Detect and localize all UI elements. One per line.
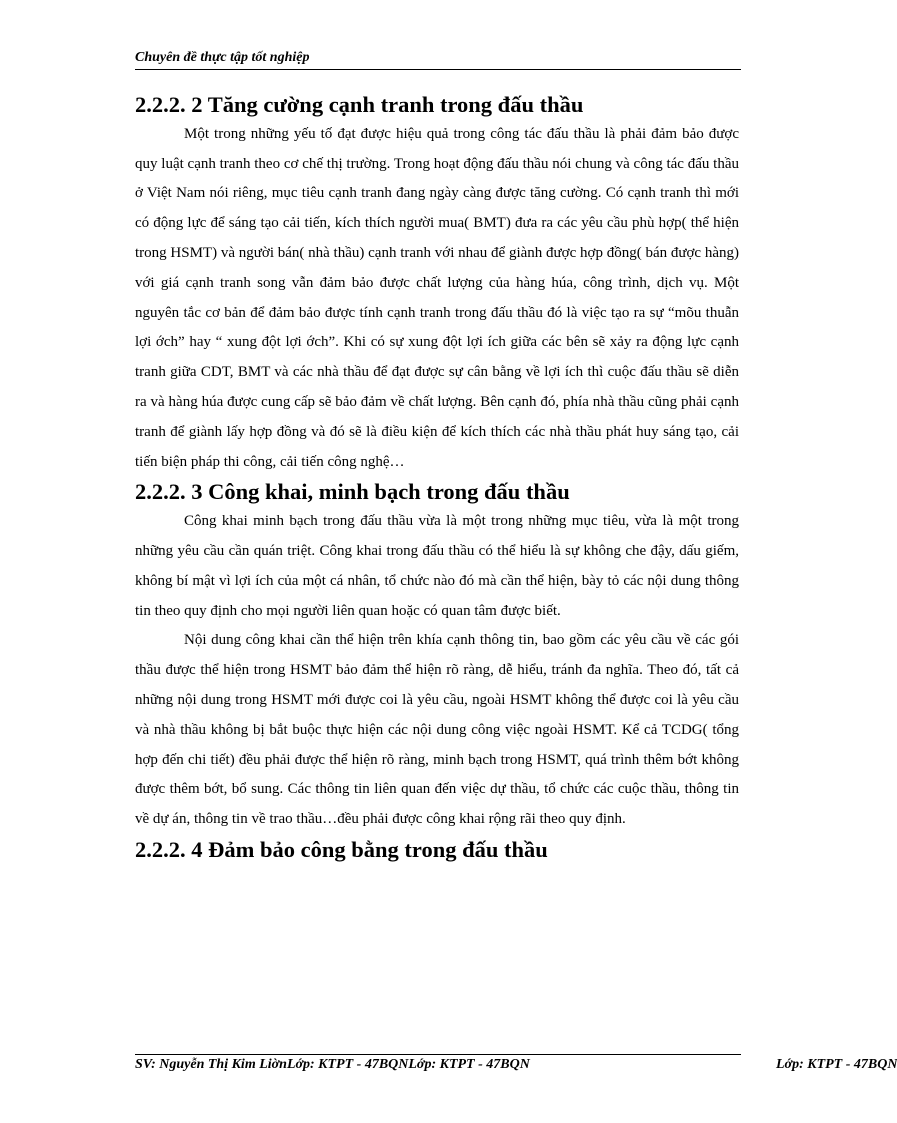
section-heading-transparency: 2.2.2. 3 Công khai, minh bạch trong đấu thầu bbox=[135, 479, 570, 505]
header-title: Chuyên đề thực tập tốt nghiệp bbox=[135, 50, 310, 65]
paragraph-transparency-1: Công khai minh bạch trong đấu thầu vừa là một trong những mục tiêu, vừa là một trong những yêu cầu cần quán triệt. Công khai trong đấu thầu có thể hiểu là sự không che đậy, dấu giếm, không bí mật vì lợi ích của một cá nhân, tổ chức nào đó mà cần thể hiện, bày tỏ các nội dung thông tin theo quy định cho mọi người liên quan hoặc có quan tâm được biết. bbox=[135, 513, 739, 619]
footer-class-info: Lớp: KTPT - 47BQN bbox=[776, 1057, 897, 1072]
footer-divider bbox=[135, 1054, 741, 1055]
footer-student-info: SV: Nguyễn Thị Kim LiờnLớp: KTPT - 47BQNLớp: KTPT - 47BQN bbox=[135, 1057, 530, 1072]
section-heading-fairness: 2.2.2. 4 Đảm bảo công bằng trong đấu thầu bbox=[135, 836, 548, 862]
document-body bbox=[135, 90, 739, 865]
paragraph-transparency-2: Nội dung công khai cần thể hiện trên khía cạnh thông tin, bao gồm các yêu cầu về các gói thầu được thể hiện trong HSMT bảo đảm thể hiện rõ ràng, dễ hiểu, tránh đa nghĩa. Theo đó, tất cả những nội dung trong HSMT mới được coi là yêu cầu, ngoài HSMT không thể được coi là yêu cầu và nhà thầu không bị bắt buộc thực hiện các nội dung công việc ngoài HSMT. Kể cả TCDG( tổng hợp đến chi tiết) đều phải được thể hiện rõ ràng, minh bạch trong HSMT, quá trình thêm bớt không được thêm bớt, bổ sung. Các thông tin liên quan đến việc dự thầu, tổ chức các cuộc thầu, thông tin về dự án, thông tin về trao thầu…đều phải được công khai rộng rãi theo quy định. bbox=[135, 632, 739, 828]
paragraph-competition: Một trong những yếu tố đạt được hiệu quả trong công tác đấu thầu là phải đảm bảo được quy luật cạnh tranh theo cơ chế thị trường. Trong hoạt động đấu thầu nói chung và công tác đấu thầu ở Việt Nam nói riêng, mục tiêu cạnh tranh đang ngày càng được tăng cường. Có cạnh tranh thì mới có động lực để sáng tạo cải tiến, kích thích người mua( BMT) đưa ra các yêu cầu phù hợp( thể hiện trong HSMT) và người bán( nhà thầu) cạnh tranh với nhau để giành được hợp đồng( bán được hàng) với giá cạnh tranh song vẫn đảm bảo được chất lượng của hàng húa, công trình, dịch vụ. Một nguyên tắc cơ bản để đảm bảo được tính cạnh tranh trong đấu thầu đó là việc tạo ra sự “mõu thuẫn lợi ớch” hay “ xung đột lợi ớch”. Khi có sự xung đột lợi ích giữa các bên sẽ xảy ra động lực cạnh tranh giữa CDT, BMT và các nhà thầu để đạt được sự cân bằng về lợi ích thì cuộc đấu thầu sẽ diễn ra và hàng húa được cung cấp sẽ bảo đảm về chất lượng. Bên cạnh đó, phía nhà thầu cũng phải cạnh tranh để giành lấy hợp đồng và đó sẽ là điều kiện để kích thích các nhà thầu phát huy sáng tạo, cải tiến biện pháp thi công, cải tiến công nghệ… bbox=[135, 125, 739, 470]
section-heading-competition: 2.2.2. 2 Tăng cường cạnh tranh trong đấu thầu bbox=[135, 92, 584, 117]
page-header bbox=[135, 48, 741, 70]
